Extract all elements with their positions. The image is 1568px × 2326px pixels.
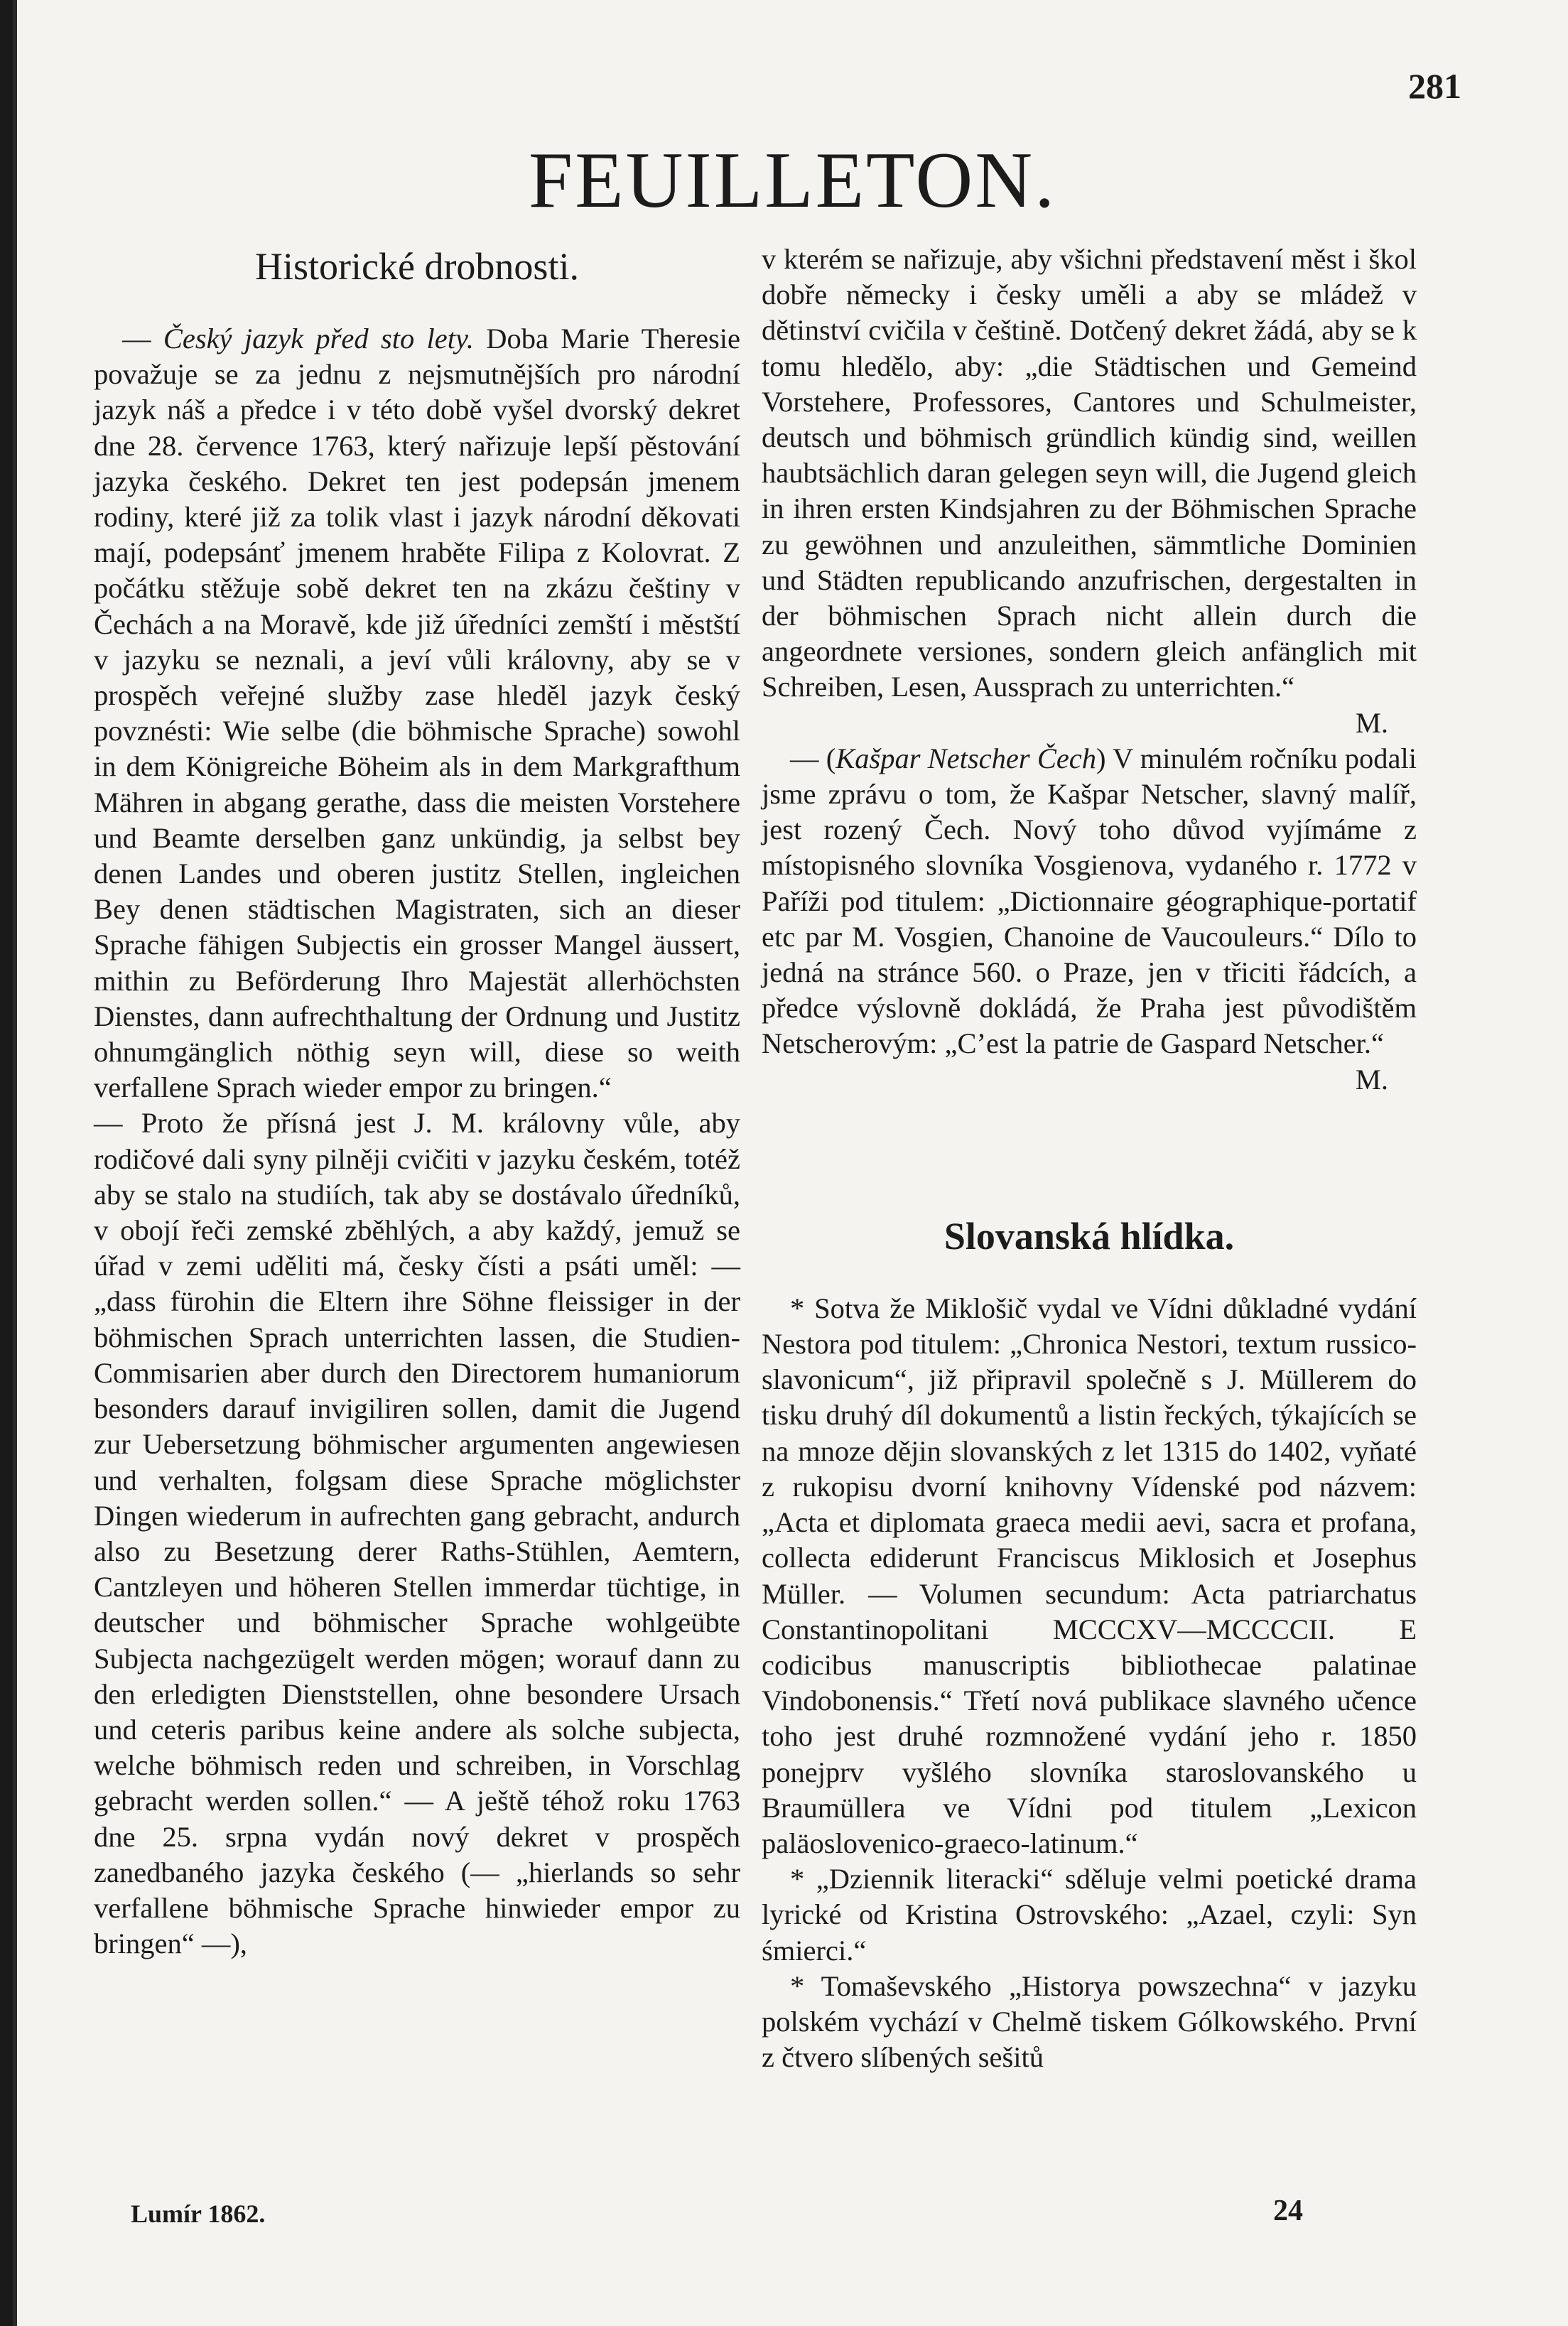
article-paragraph: — Proto že přísná jest J. M. královny vůle, aby rodičové dali syny pilněji cvičiti v jazyku českém, totéž aby se stalo na studiích, tak aby se dostávalo úředníků, v obojí řeči zemské zběhlých, a aby každý, jemuž se úřad v zemi uděliti má, česky čísti a psáti uměl: — „dass fürohin die Eltern ihre Söhne fleissiger in der böhmischen Sprach unterrichten lassen, die Studien-Commisarien aber durch den Directorem humaniorum besonders darauf invigiliren sollen, damit die Jugend zur Uebersetzung böhmischer argumenten angewiesen und verhalten, folgsam diese Sprache möglichster Dingen wiederum in aufrechten gang gebracht, andurch also zu Besetzung derer Raths-Stühlen, Aemtern, Cantzleyen und höheren Stellen immerdar tüchtige, in deutscher und böhmischer Sprache wohlgeübte Subjecta nachgezügelt werden mögen; worauf dann zu den erledigten Dienststellen, ohne besondere Ursach und ceteris paribus keine andere als solche subjecta, welche böhmisch reden und schreiben, in Vorschlag gebracht werden sollen.“ — A ještě téhož roku 1763 dne 25. srpna vydán nový dekret v prospěch zanedbaného jazyka českého (— „hierlands so sehr verfallene böhmische Sprache hinwieder empor zu bringen“ —), bbox=[94, 1107, 740, 1960]
news-item: * Sotva že Miklošič vydal ve Vídni důkladné vydání Nestora pod titulem: „Chronica Nestori, textum russico-slavonicum“, již připravil společně s J. Müllerem do tisku druhý díl dokumentů a listin řeckých, týkajících se na mnoze dějin slovanských z let 1315 do 1402, vyňaté z rukopisu dvorní knihovny Vídenské pod názvem: „Acta et diplomata graeca medii aevi, sacra et profana, collecta ediderunt Franciscus Miklosich et Josephus Müller. — Volumen secundum: Acta patriarchatus Constantinopolitani MCCCXV—MCCCCII. E codicibus manuscriptis bibliothecae palatinae Vindobonensis.“ Třetí nová publikace slavného učence toho jest druhé rozmnožené vydání jeho r. 1850 ponejprv vyšlého slovníka staroslovanského u Braumüllera ve Vídni pod titulem „Lexicon paläoslovenico-graeco-latinum.“ bbox=[762, 1292, 1417, 1859]
signature-row bbox=[762, 1062, 1417, 1098]
article-cesky-jazyk: — Český jazyk před sto lety. Doba Marie Theresie považuje se za jednu z nejsmutnějších pro národní jazyk náš a předce i v této době vyšel dvorský dekret dne 28. července 1763, který nařizuje lepší pěstování jazyka českého. Dekret ten jest podepsán jmenem rodiny, které již za tolik vlast i jazyk národní děkovati mají, podepsánť jmenem hraběte Filipa z Kolovrat. Z počátku stěžuje sobě dekret ten na zkázu češtiny v Čechách a na Moravě, kde již úředníci zemští i městští v jazyku se neznali, a jeví vůli královny, aby se v prospěch veřejné služby zase hleděl jazyk český povznésti: Wie selbe (die böhmische Sprache) sowohl in dem Königreiche Böheim als in dem Markgrafthum Mähren in abgang gerathe, dass die meisten Vorstehere und Beamte derselben ganz unkündig, ja selbst bey denen Landes und oberen justitz Stellen, ingleichen Bey denen städtischen Magistraten, sich an dieser Sprache fähigen Subjectis ein grosser Mangel äussert, mithin zu Beförderung Ihro Majestät allerhöchsten Dienstes, dann aufrechthaltung der Ordnung und Justitz ohnumgänglich nöthig seyn will, diese so weith verfallene Sprach wieder empor zu bringen.“ bbox=[94, 323, 740, 1104]
footer-publication: Lumír 1862. bbox=[131, 2200, 266, 2228]
article-title: Český jazyk před sto lety. bbox=[163, 323, 474, 355]
article-text: Doba Marie Theresie považuje se za jednu z nejsmutnějších pro národní jazyk náš a předce i v této době vyšel dvorský dekret dne 28. července 1763, který nařizuje lepší pěstování jazyka českého. Dekret ten jest podepsán jmenem rodiny, které již za tolik vlast i jazyk národní děkovati mají, podepsánť jmenem hraběte Filipa z Kolovrat. Z počátku stěžuje sobě dekret ten na zkázu češtiny v Čechách a na Moravě, kde již úředníci zemští i městští v jazyku se neznali, a jeví vůli královny, aby se v prospěch veřejné služby zase hleděl jazyk český povznésti: Wie selbe (die böhmische Sprache) sowohl in dem Königreiche Böheim als in dem Markgrafthum Mähren in abgang gerathe, dass die meisten Vorstehere und Beamte derselben ganz unkündig, ja selbst bey denen Landes und oberen justitz Stellen, ingleichen Bey denen städtischen Magistraten, sich an dieser Sprache fähigen Subjectis ein grosser Mangel äussert, mithin zu Beförderung Ihro Majestät allerhöchsten Dienstes, dann aufrechthaltung der Ordnung und Justitz ohnumgänglich nöthig seyn will, diese so weith verfallene Sprach wieder empor zu bringen.“ bbox=[94, 323, 740, 1104]
newspaper-page bbox=[13, 0, 1568, 2326]
article-netscher: — (Kašpar Netscher Čech) V minulém ročníku podali jsme zprávu o tom, že Kašpar Netscher, slavný malíř, jest rozený Čech. Nový toho důvod vyjímáme z místopisného slovníka Vosgienova, vydaného r. 1772 v Paříži pod titulem: „Dictionnaire géographique-portatif etc par M. Vosgien, Chanoine de Vaucouleurs.“ Dílo to jedná na stránce 560. o Praze, jen v třiciti řádcích, a předce výslovně dokládá, že Praha jest původištěm Netscherovým: „C’est la patrie de Gaspard Netscher.“ bbox=[762, 742, 1417, 1060]
signature-row bbox=[762, 705, 1417, 741]
article-continuation: v kterém se nařizuje, aby všichni představení měst i škol dobře německy i česky uměli a aby se mládež v dětinství cvičila v češtině. Dotčený dekret žádá, aby se k tomu hledělo, aby: „die Städtischen und Gemeind Vorstehere, Professores, Cantores und Schulmeister, deutsch und böhmisch gründlich kündig sind, weillen haubtsächlich daran gelegen seyn will, die Jugend gleich in ihren ersten Kindsjahren zu der Böhmischen Sprache zu gewöhnen und anzuleithen, sämmtliche Dominien und Städten republicando anzufrischen, dergestalten in der böhmischen Sprach nicht allein durch die angeordnete versiones, sondern gleich anfänglich mit Schreiben, Lesen, Aussprach zu unterrichten.“ bbox=[762, 243, 1417, 703]
heading-historicke-drobnosti: Historické drobnosti. bbox=[255, 245, 579, 288]
article-text: V minulém ročníku podali jsme zprávu o tom, že Kašpar Netscher, slavný malíř, jest rozený Čech. Nový toho důvod vyjímáme z místopisného slovníka Vosgienova, vydaného r. 1772 v Paříži pod titulem: „Dictionnaire géographique-portatif etc par M. Vosgien, Chanoine de Vaucouleurs.“ Dílo to jedná na stránce 560. o Praze, jen v třiciti řádcích, a předce výslovně dokládá, že Praha jest původištěm Netscherovým: „C’est la patrie de Gaspard Netscher.“ bbox=[762, 742, 1417, 1060]
heading-slovanska-hlidka: Slovanská hlídka. bbox=[943, 1214, 1235, 1257]
news-item: * „Dziennik literacki“ sděluje velmi poetické drama lyrické od Kristina Ostrovského: „Azael, czyli: Syn śmierci.“ bbox=[762, 1863, 1417, 1967]
left-column bbox=[94, 242, 740, 1962]
author-signature: M. bbox=[1355, 1063, 1388, 1096]
right-column bbox=[762, 242, 1417, 2075]
news-item: * Tomaševského „Historya powszechna“ v jazyku polském vychází v Chelmě tiskem Gólkowského. První z čtvero slíbených sešitů bbox=[762, 1969, 1417, 2074]
author-signature: M. bbox=[1355, 706, 1388, 739]
footer-signature-number: 24 bbox=[1273, 2195, 1303, 2227]
section-masthead: FEUILLETON. bbox=[528, 136, 1057, 225]
article-title: Kašpar Netscher Čech bbox=[836, 742, 1097, 774]
page-number: 281 bbox=[1408, 66, 1461, 106]
